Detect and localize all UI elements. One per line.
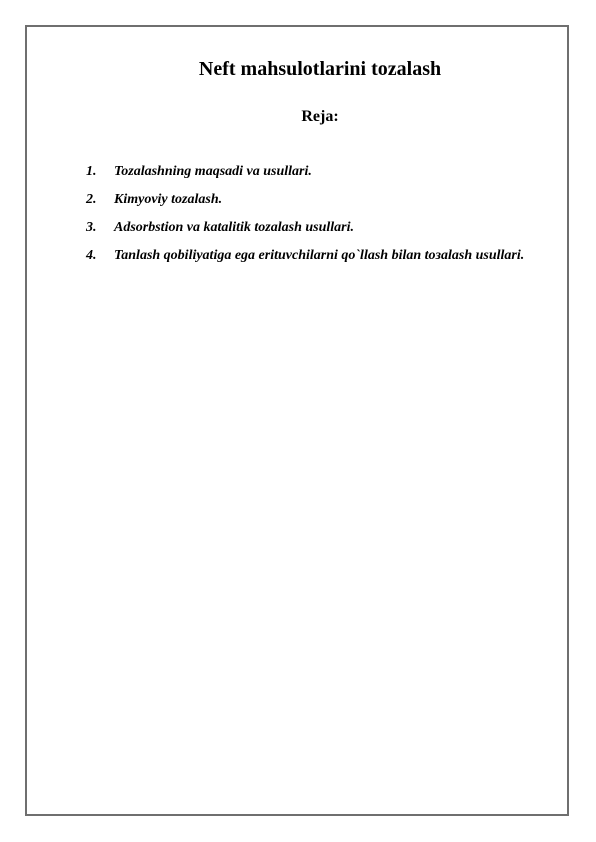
plan-item-4 (86, 245, 550, 269)
plan-item-number: 1. (86, 164, 97, 179)
plan-item-number: 4. (86, 248, 97, 263)
plan-item-text: Adsorbstion va katalitik tozalash usullari. (114, 220, 355, 235)
page-border (25, 25, 569, 816)
plan-item-2 (86, 189, 550, 213)
plan-item-number: 2. (86, 192, 97, 207)
plan-item-1 (86, 161, 550, 185)
plan-list (86, 161, 550, 273)
plan-item-text: Tanlash qobiliyatiga ega erituvchilarni qo`llash bilan toзalash usullari. (114, 248, 525, 263)
plan-item-number: 3. (86, 220, 97, 235)
plan-item-text: Tozalashning maqsadi va usullari. (114, 164, 312, 179)
plan-heading: Reja: (301, 108, 339, 125)
document-title: Neft mahsulotlarini tozalash (198, 58, 442, 80)
plan-item-3 (86, 217, 550, 241)
plan-item-text: Kimyoviy tozalash. (114, 192, 223, 207)
